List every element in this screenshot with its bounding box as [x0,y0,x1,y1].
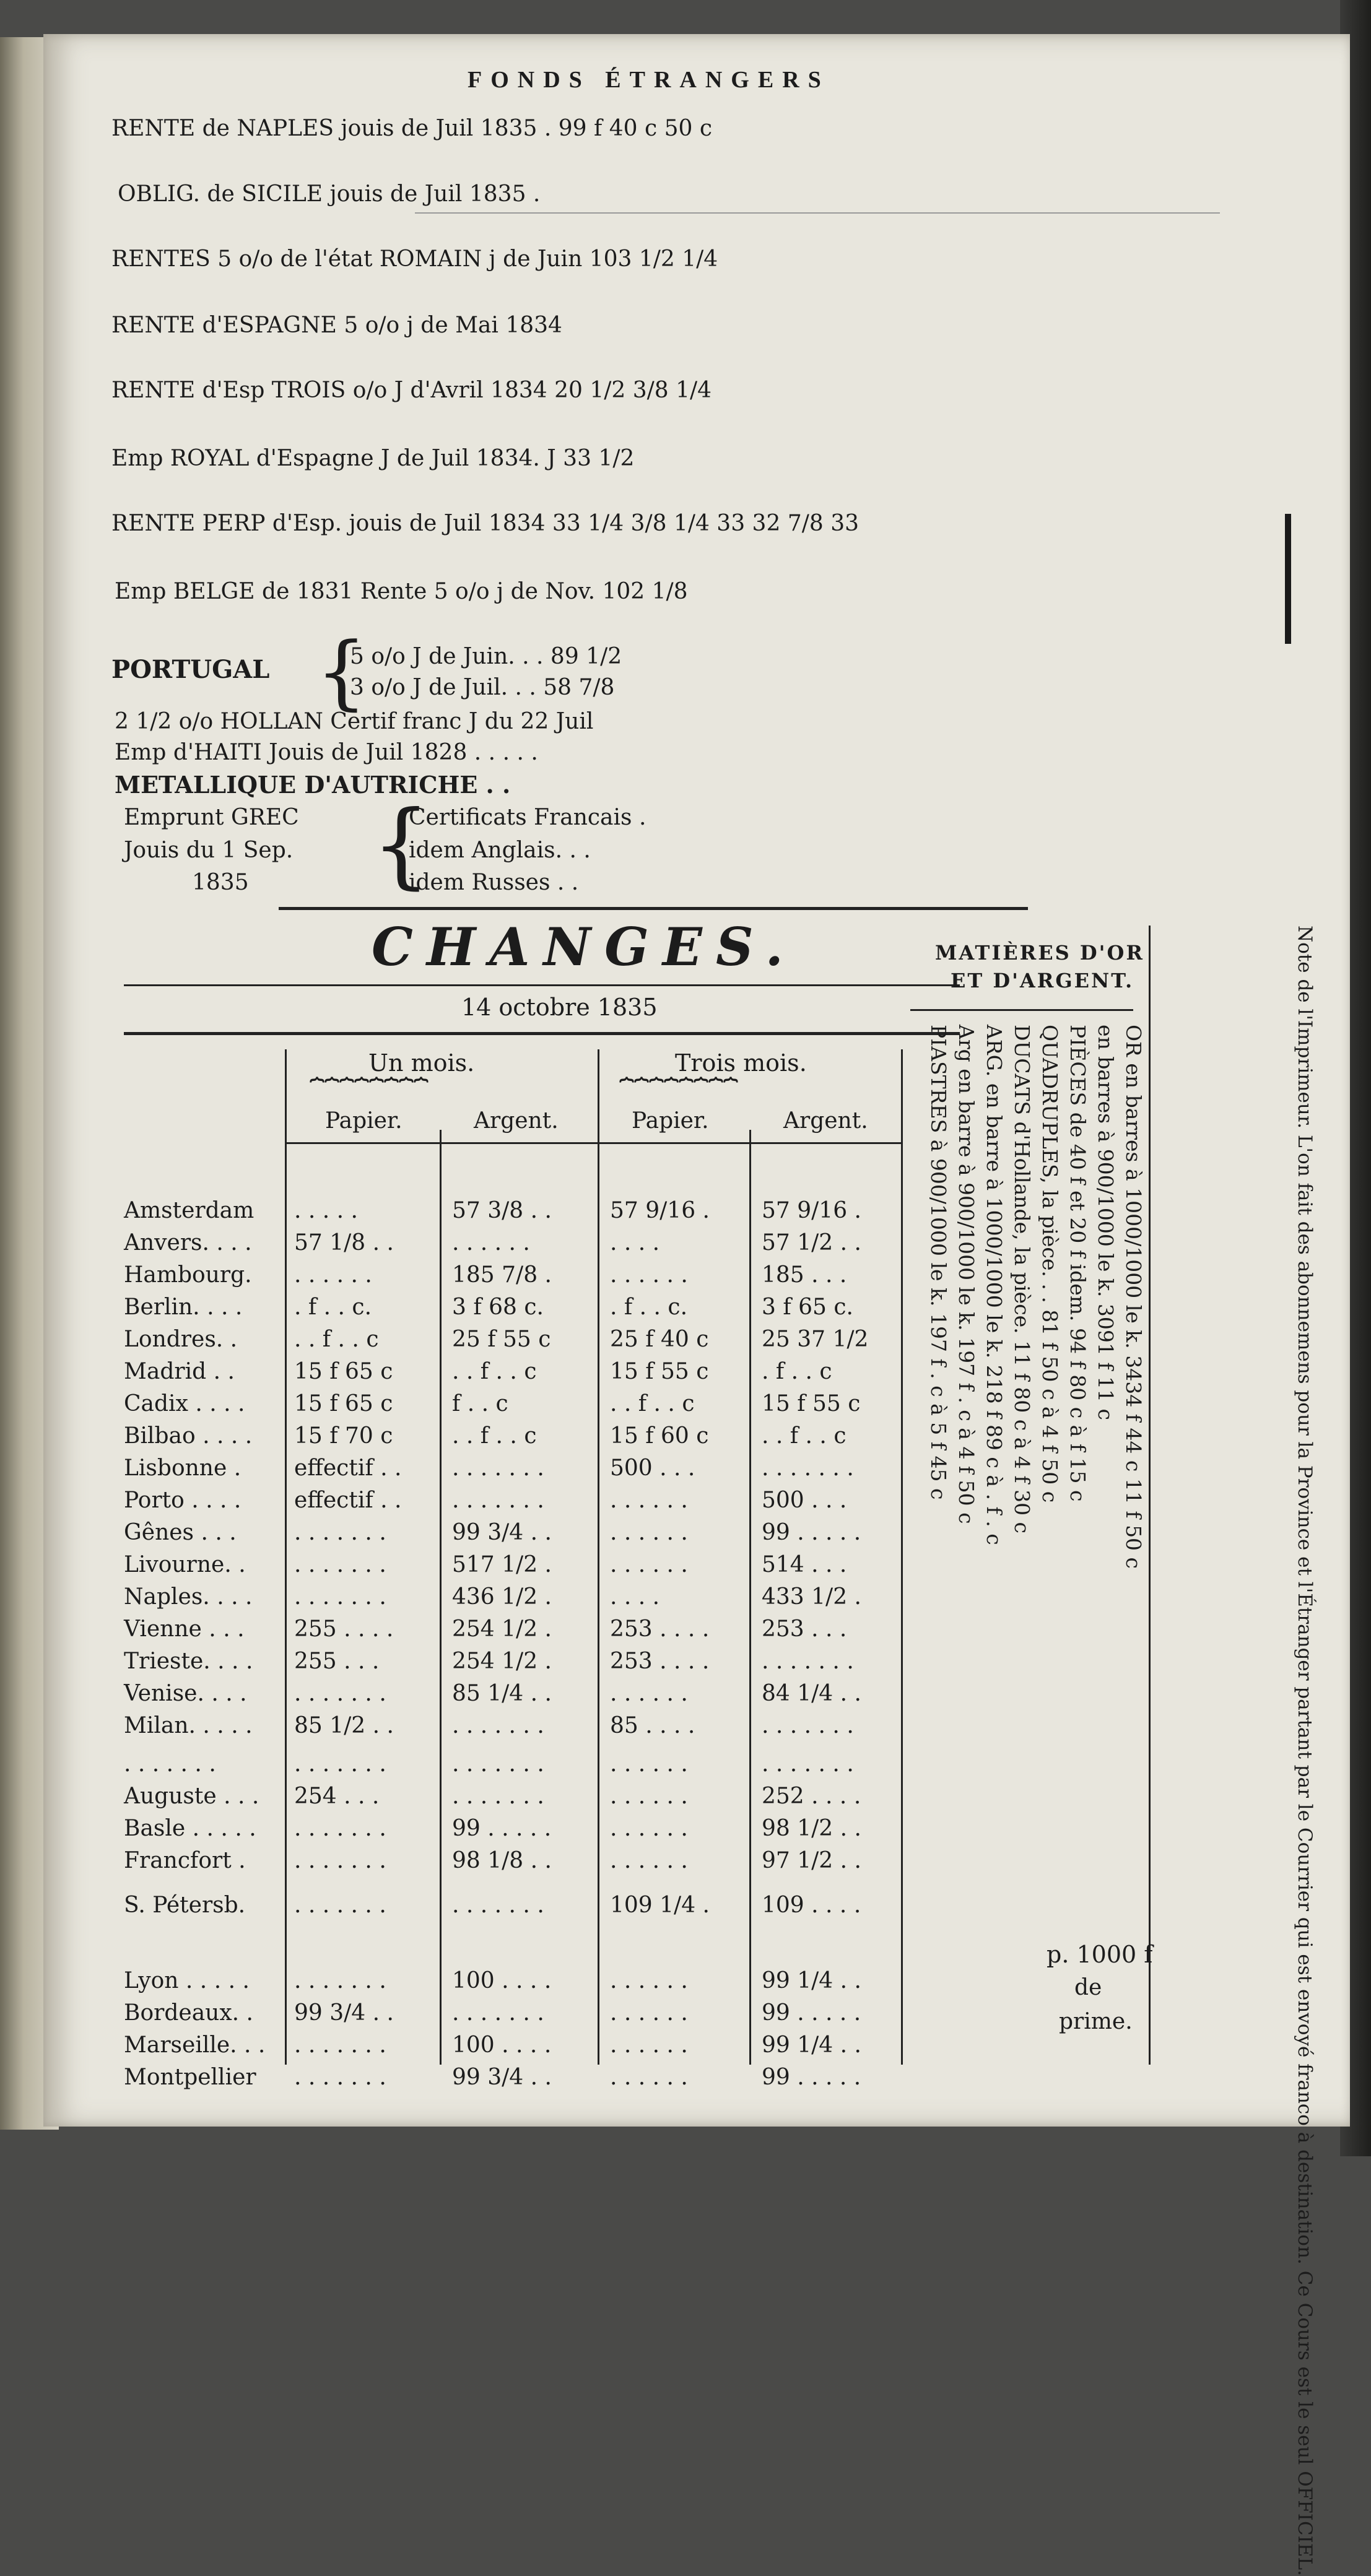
col-rule-3 [598,1049,599,2065]
row-value-c1: 15 f 65 c [294,1359,393,1384]
row-value-c2: 100 . . . . [452,1968,552,1993]
row-value-c3: . . . . . . [610,1784,688,1809]
row-value-c1: . . . . . . . [294,1816,386,1841]
row-value-c4: 252 . . . . [762,1784,861,1809]
row-value-c3: 15 f 60 c [610,1423,709,1449]
row-value-c4: . . . . . . . [762,1713,854,1738]
matieres-line-1: OR en barres à 1000/1000 le k. 3434 f 44 c 11 f 50 c [1121,1025,1146,1569]
row-city: Anvers. . . . [124,1230,252,1255]
row-value-c2: 85 1/4 . . [452,1681,552,1706]
row-value-c1: . . . . . . . [294,1681,386,1706]
row-value-c1: . . . . . . . [294,1520,386,1545]
row-value-c3: 57 9/16 . [610,1198,710,1223]
matieres-line-5: DUCATS d'Hollande, la pièce. 11 f 80 c à 4 f 30 c [1010,1025,1034,1534]
row-value-c1: 15 f 65 c [294,1391,393,1416]
fonds-line-naples: RENTE de NAPLES jouis de Juil 1835 . 99 f 40 c 50 c [111,116,712,141]
row-value-c2: . . . . . . . [452,1713,544,1738]
row-value-c2: 3 f 68 c. [452,1295,544,1320]
header-argent-1: Argent. [474,1108,559,1134]
row-value-c4: 57 9/16 . [762,1198,861,1223]
row-value-c3: . . . . . . [610,1968,688,1993]
row-value-c1: 85 1/2 . . [294,1713,394,1738]
row-value-c2: 98 1/8 . . [452,1848,552,1873]
row-value-c2: . . . . . . . [452,1751,544,1777]
header-papier-1: Papier. [325,1108,403,1134]
fonds-line-sicile: OBLIG. de SICILE jouis de Juil 1835 . [118,181,541,207]
row-value-c3: . . . . . . [610,2065,688,2090]
row-value-c3: . . . . . . [610,1262,688,1288]
row-value-c2: 254 1/2 . [452,1616,552,1642]
row-value-c3: . . . . . . [610,1751,688,1777]
changes-rule-bottom [124,1032,960,1035]
row-value-c3: 500 . . . [610,1455,695,1481]
row-city: Madrid . . [124,1359,235,1384]
row-value-c3: . . . . . . [610,1520,688,1545]
row-value-c4: 25 37 1/2 [762,1327,869,1352]
changes-date: 14 octobre 1835 [461,994,658,1021]
row-value-c2: . . . . . . . [452,1893,544,1918]
row-city: Livourne. . [124,1552,246,1577]
matieres-line-7: Arg en barre à 900/1000 le k. 197 f . c à 4 f 50 c [954,1025,978,1524]
fonds-line-belge: Emp BELGE de 1831 Rente 5 o/o j de Nov. 102 1/8 [115,579,688,604]
row-value-c3: . . . . . . [610,1816,688,1841]
brace-trois-mois: ⏞⏞⏞⏞⏞⏞⏞⏞ [619,1077,738,1106]
section-divider [279,907,1028,910]
grec-left-3: 1835 [192,870,249,895]
row-value-c3: . . . . . . [610,1848,688,1873]
row-value-c3: 253 . . . . [610,1649,710,1674]
row-city: Porto . . . . [124,1488,242,1513]
row-city: Basle . . . . . [124,1816,256,1841]
haiti-line: Emp d'HAITI Jouis de Juil 1828 . . . . . [115,740,538,765]
portugal-line-1: 5 o/o J de Juin. . . 89 1/2 [350,644,622,669]
grec-left-1: Emprunt GREC [124,805,299,830]
row-city: Amsterdam [124,1198,255,1223]
row-value-c3: . . . . [610,1584,660,1610]
row-value-c3: . . . . . . [610,1488,688,1513]
matieres-prime-2: de [1074,1975,1102,2000]
row-value-c4: . . . . . . . [762,1649,854,1674]
matieres-line-6: ARG. en barre à 1000/1000 le k. 218 f 89 c à . f . c [982,1025,1006,1545]
row-value-c1: effectif . . [294,1455,402,1481]
row-value-c3: 25 f 40 c [610,1327,709,1352]
row-value-c2: 99 3/4 . . [452,2065,552,2090]
fonds-line-perp: RENTE PERP d'Esp. jouis de Juil 1834 33 1/4 3/8 1/4 33 32 7/8 33 [111,511,860,536]
row-value-c1: 15 f 70 c [294,1423,393,1449]
row-value-c2: 254 1/2 . [452,1649,552,1674]
row-value-c2: . . . . . . . [452,1455,544,1481]
row-value-c4: 99 . . . . . [762,1520,861,1545]
portugal-line-2: 3 o/o J de Juil. . . 58 7/8 [350,675,615,700]
row-value-c2: . . . . . . . [452,2000,544,2026]
row-value-c4: 99 1/4 . . [762,2032,861,2058]
row-value-c3: 15 f 55 c [610,1359,709,1384]
row-city: Francfort . [124,1848,246,1873]
col-rule-1 [285,1049,287,2065]
row-city: Milan. . . . . [124,1713,253,1738]
row-value-c2: 99 3/4 . . [452,1520,552,1545]
fonds-line-royal: Emp ROYAL d'Espagne J de Juil 1834. J 33 1/2 [111,446,635,471]
row-city: Marseille. . . [124,2032,266,2058]
row-value-c2: . . f . . c [452,1359,537,1384]
row-value-c3: 253 . . . . [610,1616,710,1642]
col-rule-6 [1149,926,1151,2065]
row-value-c1: . . f . . c [294,1327,379,1352]
row-city: . . . . . . . [124,1751,216,1777]
row-value-c4: 433 1/2 . [762,1584,861,1610]
row-city: S. Pétersb. [124,1893,246,1918]
header-argent-2: Argent. [783,1108,868,1134]
section-title: FONDS ÉTRANGERS [468,67,830,93]
row-value-c1: 57 1/8 . . [294,1230,394,1255]
row-value-c4: 99 . . . . . [762,2065,861,2090]
row-city: Montpellier [124,2065,256,2090]
row-value-c3: . . f . . c [610,1391,695,1416]
row-city: Vienne . . . [124,1616,245,1642]
row-value-c4: 99 1/4 . . [762,1968,861,1993]
row-city: Bilbao . . . . [124,1423,253,1449]
row-value-c4: 99 . . . . . [762,2000,861,2026]
matieres-rule [910,1009,1133,1011]
row-value-c1: . . . . . . . [294,1968,386,1993]
ghost-rule [415,212,1220,214]
row-value-c2: 99 . . . . . [452,1816,552,1841]
row-city: Naples. . . . [124,1584,253,1610]
row-value-c3: . f . . c. [610,1295,688,1320]
row-value-c4: 98 1/2 . . [762,1816,861,1841]
col-rule-5 [901,1049,903,2065]
portugal-brace: { [316,625,367,719]
binding-mark [1285,514,1291,644]
row-value-c2: 25 f 55 c [452,1327,551,1352]
newspaper-page [43,34,1350,2576]
row-value-c3: 85 . . . . [610,1713,695,1738]
header-trois-mois: Trois mois. [675,1049,807,1077]
row-city: Lyon . . . . . [124,1968,250,1993]
row-value-c4: 84 1/4 . . [762,1681,861,1706]
row-value-c1: . . . . . . . [294,2032,386,2058]
row-value-c1: . . . . . . . [294,2065,386,2090]
row-city: Lisbonne . [124,1455,242,1481]
row-city: Auguste . . . [124,1784,259,1809]
row-value-c4: . . f . . c [762,1423,847,1449]
row-value-c1: . f . . c. [294,1295,372,1320]
autriche-line: METALLIQUE D'AUTRICHE . . [115,771,511,799]
row-value-c3: . . . . . . [610,2000,688,2026]
row-value-c3: 109 1/4 . [610,1893,710,1918]
row-value-c3: . . . . [610,1230,660,1255]
col-rule-4 [749,1130,751,2065]
row-value-c2: 185 7/8 . [452,1262,552,1288]
fonds-line-esp-trois: RENTE d'Esp TROIS o/o J d'Avril 1834 20 1/2 3/8 1/4 [111,378,712,403]
row-value-c2: . . f . . c [452,1423,537,1449]
grec-right-1: Certificats Francais . [409,805,646,830]
grec-left-2: Jouis du 1 Sep. [124,838,294,863]
row-value-c1: . . . . . . . [294,1893,386,1918]
row-value-c1: . . . . . . . [294,1751,386,1777]
row-value-c4: 109 . . . . [762,1893,861,1918]
row-value-c2: 57 3/8 . . [452,1198,552,1223]
grec-right-2: idem Anglais. . . [409,838,591,863]
col-rule-2 [440,1130,442,2065]
matieres-prime-1: p. 1000 f [1047,1941,1153,1968]
row-value-c1: . . . . . . [294,1262,372,1288]
row-value-c4: . . . . . . . [762,1455,854,1481]
grec-brace: { [372,791,431,899]
matieres-line-8: PIASTRES à 900/1000 le k. 197 f . c à 5 f 45 c [926,1025,951,1500]
row-value-c2: . . . . . . . [452,1784,544,1809]
row-city: Gênes . . . [124,1520,237,1545]
row-value-c3: . . . . . . [610,1552,688,1577]
fonds-line-romain: RENTES 5 o/o de l'état ROMAIN j de Juin 103 1/2 1/4 [111,246,718,272]
row-value-c4: 253 . . . [762,1616,847,1642]
row-value-c1: 254 . . . [294,1784,380,1809]
row-value-c1: 255 . . . . [294,1616,394,1642]
row-value-c4: 15 f 55 c [762,1391,861,1416]
matieres-title-2: ET D'ARGENT. [951,969,1134,992]
row-value-c2: . . . . . . [452,1230,530,1255]
header-papier-2: Papier. [632,1108,709,1134]
row-value-c1: effectif . . [294,1488,402,1513]
portugal-label: PORTUGAL [111,655,270,684]
row-value-c1: . . . . . . . [294,1848,386,1873]
side-note: Note de l'Imprimeur. L'on fait des abonnemens pour la Province et l'Étranger partant par le Courrier qui est envoyé franco à destination. Ce Cours est le seul OFFICIEL. [1294,926,1316,2576]
grec-right-3: idem Russes . . [409,870,579,895]
row-value-c4: 500 . . . [762,1488,847,1513]
row-value-c1: 99 3/4 . . [294,2000,394,2026]
matieres-title-1: MATIÈRES D'OR [935,941,1144,965]
row-value-c4: 3 f 65 c. [762,1295,853,1320]
row-value-c4: 97 1/2 . . [762,1848,861,1873]
row-value-c1: . . . . . . . [294,1552,386,1577]
row-value-c1: 255 . . . [294,1649,380,1674]
row-city: Hambourg. [124,1262,252,1288]
row-value-c4: 57 1/2 . . [762,1230,861,1255]
row-city: Berlin. . . . [124,1295,243,1320]
row-city: Bordeaux. . [124,2000,253,2026]
row-value-c2: 100 . . . . [452,2032,552,2058]
row-value-c2: 517 1/2 . [452,1552,552,1577]
matieres-line-3: PIÈCES de 40 f et 20 f idem. 94 f 80 c à f 15 c [1066,1025,1090,1502]
header-un-mois: Un mois. [368,1049,475,1077]
row-value-c4: . . . . . . . [762,1751,854,1777]
fonds-line-espagne: RENTE d'ESPAGNE 5 o/o j de Mai 1834 [111,313,562,338]
row-value-c2: f . . c [452,1391,508,1416]
matieres-line-4: QUADRUPLES, la pièce. . . 81 f 50 c à 4 f 50 c [1038,1025,1062,1503]
row-value-c4: 514 . . . [762,1552,847,1577]
changes-rule-top [124,984,960,986]
changes-title: CHANGES. [372,916,797,978]
header-rule [285,1142,901,1144]
row-value-c4: 185 . . . [762,1262,847,1288]
row-value-c3: . . . . . . [610,1681,688,1706]
row-city: Cadix . . . . [124,1391,245,1416]
matieres-prime-3: prime. [1059,2009,1133,2034]
row-value-c4: . f . . c [762,1359,832,1384]
row-value-c2: 436 1/2 . [452,1584,552,1610]
matieres-line-2: en barres à 900/1000 le k. 3091 f 11 c [1094,1025,1118,1421]
row-city: Londres. . [124,1327,238,1352]
row-value-c1: . . . . . [294,1198,358,1223]
hollande-line: 2 1/2 o/o HOLLAN Certif franc J du 22 Juil [115,709,594,734]
row-city: Venise. . . . [124,1681,247,1706]
brace-un-mois: ⏞⏞⏞⏞⏞⏞⏞⏞ [310,1077,429,1106]
row-value-c1: . . . . . . . [294,1584,386,1610]
row-city: Trieste. . . . [124,1649,253,1674]
row-value-c3: . . . . . . [610,2032,688,2058]
row-value-c2: . . . . . . . [452,1488,544,1513]
